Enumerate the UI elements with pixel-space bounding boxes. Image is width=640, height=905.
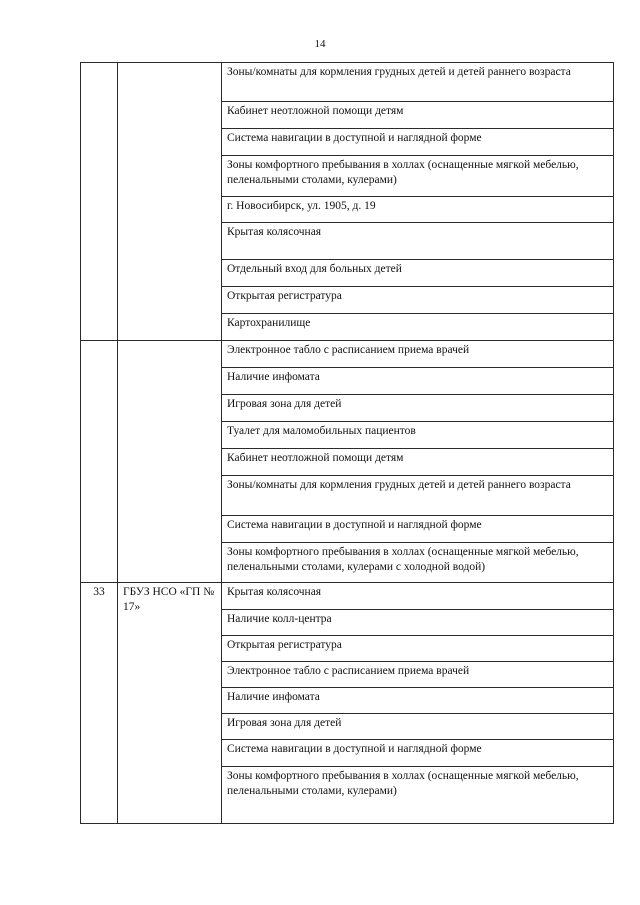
- number-cell: [81, 63, 118, 341]
- feature-cell: Туалет для маломобильных пациентов: [222, 422, 614, 449]
- feature-cell: Наличие инфомата: [222, 368, 614, 395]
- feature-cell: Игровая зона для детей: [222, 395, 614, 422]
- feature-cell: Зоны комфортного пребывания в холлах (оснащенные мягкой мебелью, пеленальными столами, кулерами): [222, 767, 614, 824]
- feature-cell: Система навигации в доступной и наглядной форме: [222, 129, 614, 156]
- page-number: 14: [314, 38, 326, 50]
- table-row: [81, 583, 614, 610]
- feature-cell: Открытая регистратура: [222, 287, 614, 314]
- feature-cell: Кабинет неотложной помощи детям: [222, 449, 614, 476]
- feature-cell: Кабинет неотложной помощи детям: [222, 102, 614, 129]
- feature-cell: Наличие инфомата: [222, 688, 614, 714]
- feature-cell: Электронное табло с расписанием приема врачей: [222, 341, 614, 368]
- feature-cell: Система навигации в доступной и наглядной форме: [222, 740, 614, 767]
- feature-cell: Зоны/комнаты для кормления грудных детей и детей раннего возраста: [222, 476, 614, 516]
- feature-cell: Отдельный вход для больных детей: [222, 260, 614, 287]
- entry-number: 33: [81, 583, 118, 824]
- feature-cell: Наличие колл-центра: [222, 610, 614, 636]
- feature-cell: Электронное табло с расписанием приема врачей: [222, 662, 614, 688]
- organization-cell: [118, 341, 222, 583]
- organization-name: ГБУЗ НСО «ГП № 17»: [118, 583, 222, 824]
- table-row: [81, 63, 614, 102]
- feature-cell: Зоны комфортного пребывания в холлах (оснащенные мягкой мебелью, пеленальными столами, кулерами с холодной водой): [222, 543, 614, 583]
- facilities-table: [80, 62, 614, 824]
- feature-cell: Игровая зона для детей: [222, 714, 614, 740]
- feature-cell: Система навигации в доступной и наглядной форме: [222, 516, 614, 543]
- feature-cell: Крытая колясочная: [222, 583, 614, 610]
- feature-cell: Открытая регистратура: [222, 636, 614, 662]
- feature-cell: Крытая колясочная: [222, 223, 614, 260]
- number-cell: [81, 341, 118, 583]
- feature-cell: Зоны комфортного пребывания в холлах (оснащенные мягкой мебелью, пеленальными столами, кулерами): [222, 156, 614, 197]
- feature-cell: Картохранилище: [222, 314, 614, 341]
- feature-cell: Зоны/комнаты для кормления грудных детей и детей раннего возраста: [222, 63, 614, 102]
- table-row: [81, 341, 614, 368]
- organization-cell: [118, 63, 222, 341]
- address-cell: г. Новосибирск, ул. 1905, д. 19: [222, 197, 614, 223]
